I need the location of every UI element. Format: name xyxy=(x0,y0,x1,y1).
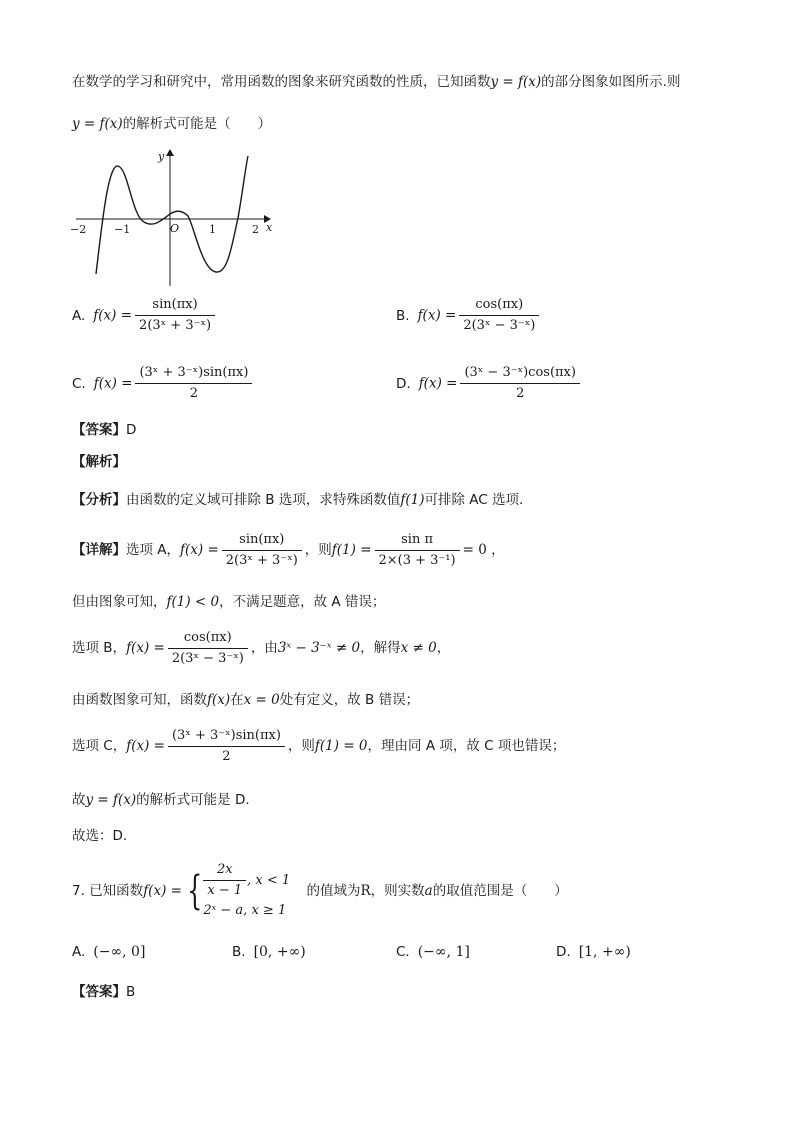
tick-label: 2 xyxy=(252,223,259,236)
origin-label: O xyxy=(170,222,180,235)
q6-option-d[interactable]: D. f(x) = $\frac{\text{(3ˣ − 3⁻ˣ)cos(πx)}}{2}$ xyxy=(396,364,583,403)
fraction: $\frac{2x}{x - 1}$ xyxy=(203,861,246,900)
fraction: $\frac{\text{sin π}}{\text{2×(3 + 3⁻¹)}}$ xyxy=(375,531,460,570)
piecewise-cases: $\frac{2x}{x - 1}$ , x < 1 2ˣ − a, x ≥ 1 xyxy=(203,861,291,918)
q6-detail-b2: 由函数图象可知，函数f(x)在x = 0处有定义，故 B 错误； xyxy=(72,692,420,708)
q6-detail-a: 【详解】选项 A，f(x) = $\frac{\sin(\pi x)}{\text{2(3ˣ + 3⁻ˣ)}}$ ，则f(1) = $\frac{\text{sin π}}{\text{2×(3 + 3⁻¹)}}$ = 0 ， xyxy=(72,531,505,568)
tick-label: −1 xyxy=(114,223,131,236)
q6-option-c[interactable]: C. f(x) = $\frac{\text{(3ˣ + 3⁻ˣ)sin(πx)}}{2}$ xyxy=(72,364,255,403)
fraction: $\frac{\text{(3ˣ − 3⁻ˣ)cos(πx)}}{2}$ xyxy=(460,364,580,403)
fraction: $\frac{\cos(\pi x)}{\text{2(3ˣ − 3⁻ˣ)}}$ xyxy=(459,296,539,335)
q7-option-d[interactable]: D. [1, +∞) xyxy=(556,944,631,960)
function-curve xyxy=(96,156,248,274)
fraction: $\frac{\cos(\pi x)}{\text{2(3ˣ − 3⁻ˣ)}}$ xyxy=(168,629,248,668)
q7-option-a[interactable]: A. (−∞, 0] xyxy=(72,944,146,960)
q6-analysis-tag: 【解析】 xyxy=(72,454,126,470)
tick-label: −2 xyxy=(70,223,87,236)
q7-stem: 7. 已知函数f(x) = { $\frac{2x}{x - 1}$ , x < 1 2ˣ − a, x ≥ 1 的值域为R，则实数a的取值范围是（ ） xyxy=(72,860,568,922)
q7-option-b[interactable]: B. [0, +∞) xyxy=(232,944,306,960)
fraction: $\frac{\sin(\pi x)}{\text{2(3ˣ + 3⁻ˣ)}}$ xyxy=(135,296,215,335)
fraction: $\frac{\text{(3ˣ + 3⁻ˣ)sin(πx)}}{2}$ xyxy=(168,727,285,766)
q6-option-a[interactable]: A. f(x) = $\frac{\sin(\pi x)}{\text{2(3ˣ + 3⁻ˣ)}}$ xyxy=(72,296,218,335)
q6-fenxi: 【分析】由函数的定义域可排除 B 选项，求特殊函数值f(1)可排除 AC 选项. xyxy=(72,492,524,508)
q6-detail-b: 选项 B，f(x) = $\frac{\cos(\pi x)}{\text{2(3ˣ − 3⁻ˣ)}}$ ，由3ˣ − 3⁻ˣ ≠ 0，解得x ≠ 0， xyxy=(72,629,451,666)
fraction: $\frac{\sin(\pi x)}{\text{2(3ˣ + 3⁻ˣ)}}$ xyxy=(222,531,302,570)
x-axis-label: x xyxy=(266,221,273,234)
fraction: $\frac{\text{(3ˣ + 3⁻ˣ)sin(πx)}}{2}$ xyxy=(135,364,252,403)
brace: { xyxy=(187,868,203,914)
q6-choose: 故选：D. xyxy=(72,828,128,844)
q6-detail-c: 选项 C，f(x) = $\frac{\text{(3ˣ + 3⁻ˣ)sin(πx)}}{2}$ ，则f(1) = 0，理由同 A 项，故 C 项也错误； xyxy=(72,727,566,764)
q6-conclusion: 故y = f(x)的解析式可能是 D. xyxy=(72,792,250,808)
function-graph xyxy=(66,144,280,290)
q6-answer: 【答案】D xyxy=(72,422,137,438)
q6-stem-line1: 在数学的学习和研究中，常用函数的图象来研究函数的性质，已知函数y = f(x)的部分图象如图所示.则 xyxy=(72,74,681,90)
q6-detail-a2: 但由图象可知，f(1) < 0，不满足题意，故 A 错误； xyxy=(72,594,386,610)
y-axis-label: y xyxy=(158,150,165,163)
q7-answer: 【答案】B xyxy=(72,984,136,1000)
q6-stem-line2: y = f(x)的解析式可能是（ ） xyxy=(72,116,272,132)
q6-option-b[interactable]: B. f(x) = $\frac{\cos(\pi x)}{\text{2(3ˣ − 3⁻ˣ)}}$ xyxy=(396,296,542,335)
q7-option-c[interactable]: C. (−∞, 1] xyxy=(396,944,470,960)
tick-label: 1 xyxy=(209,223,216,236)
